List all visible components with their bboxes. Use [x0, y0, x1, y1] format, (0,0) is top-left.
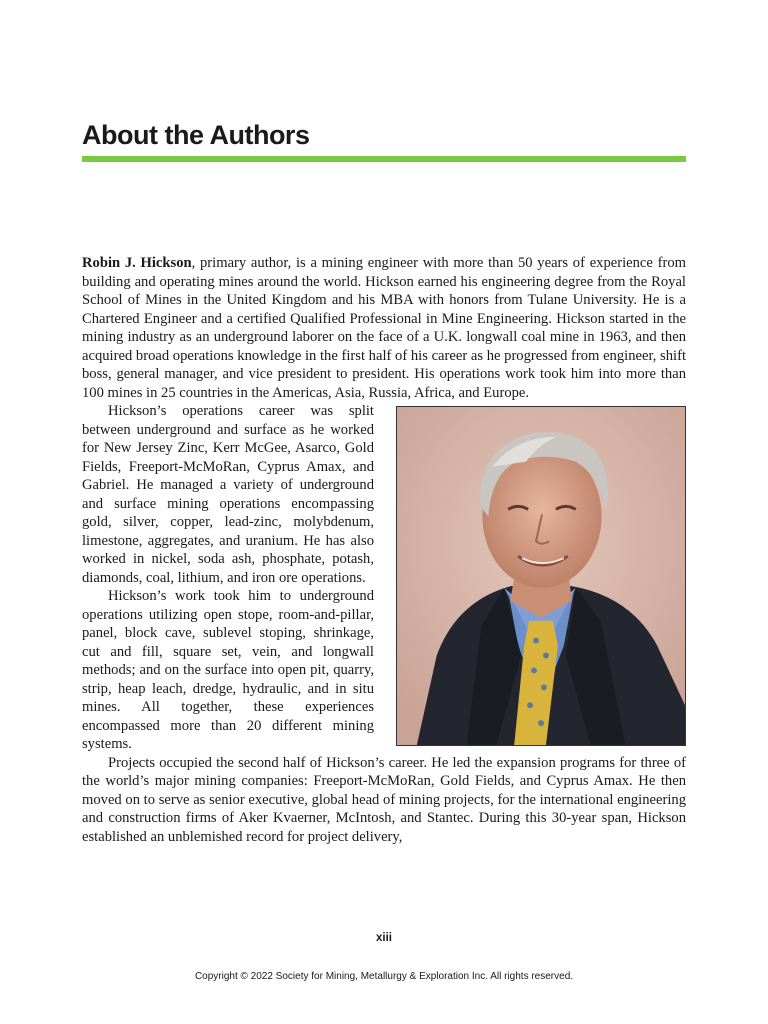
author-portrait-image [397, 407, 685, 745]
copyright-notice: Copyright © 2022 Society for Mining, Metallurgy & Exploration Inc. All rights reserved. [194, 971, 574, 982]
author-name: Robin J. Hickson [82, 255, 192, 271]
bio-paragraph-2: Hickson’s operations career was split between underground and surface as he worked for New Jersey Zinc, Kerr McGee, Asarco, Gold Fields, Freeport-McMoRan, Cyprus Amax, and Gabriel. He managed a variety of underground and surface mining operations encompassing gold, silver, copper, lead-zinc, molybdenum, limestone, aggregates, and uranium. He has also worked in nickel, soda ash, phosphate, potash, diamonds, coal, lithium, and iron ore operations. [82, 403, 374, 586]
title-underline [82, 156, 686, 162]
bio-paragraph-3: Hickson’s work took him to underground operations utilizing open stope, room-and-pillar, panel, block cave, sublevel stoping, shrinkage, cut and fill, square set, vein, and longwall methods; and on the surface into open pit, quarry, strip, heap leach, dredge, hydraulic, and in situ mines. All together, these experiences encompassed more than 20 different mining systems. [82, 588, 374, 752]
bio-paragraph-1 [82, 254, 686, 402]
page-title: About the Authors [82, 120, 310, 150]
bio-paragraph-1-text: , primary author, is a mining engineer with more than 50 years of experience from building and operating mines around the world. Hickson earned his engineering degree from the Royal School of Mines in the United Kingdom and his MBA with honors from Tulane University. He is a Chartered Engineer and a certified Qualified Professional in Mine Engineering. Hickson started in the mining industry as an underground laborer on the face of a U.K. longwall coal mine in 1963, and then acquired broad operations knowledge in the first half of his career as he progressed from engineer, shift boss, general manager, and vice president to president. His operations work took him into more than 100 mines in 25 countries in the Americas, Asia, Russia, Africa, and Europe. [82, 255, 686, 401]
author-bio [82, 254, 686, 846]
page-number: xiii [376, 932, 392, 944]
author-photo [396, 406, 686, 746]
bio-paragraph-4: Projects occupied the second half of Hickson’s career. He led the expansion programs for three of the world’s major mining companies: Freeport-McMoRan, Gold Fields, and Cyprus Amax. He then moved on to serve as senior executive, global head of mining projects, for the international engineering and construction firms of Aker Kvaerner, McIntosh, and Stantec. During this 30-year span, Hickson established an unblemished record for project delivery, [82, 754, 686, 845]
